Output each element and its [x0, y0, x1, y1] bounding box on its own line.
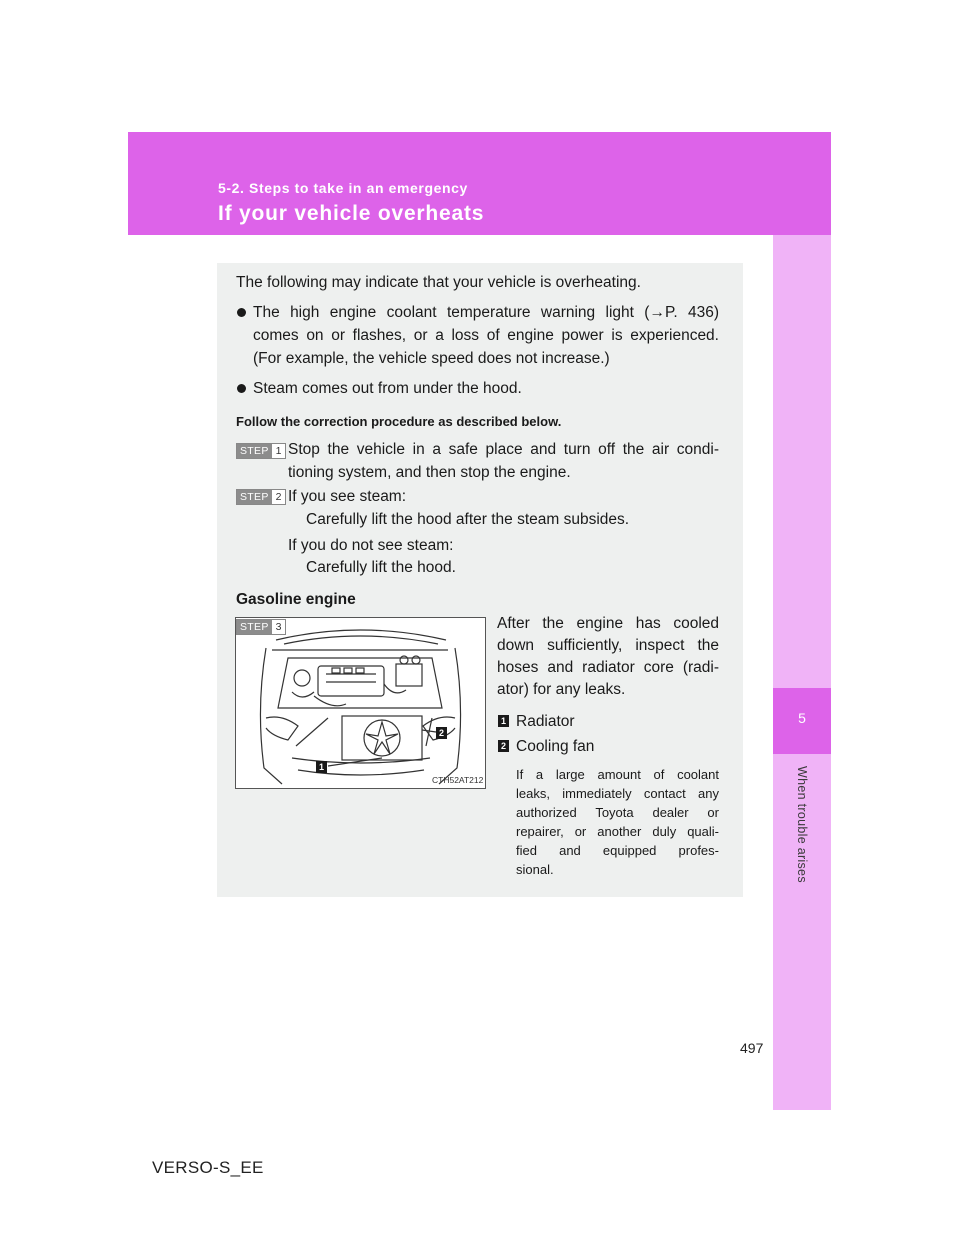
page-title: If your vehicle overheats	[218, 202, 485, 225]
bullet-1-line-3: (For example, the vehicle speed does not increase.)	[253, 350, 610, 367]
note-line-6: sional.	[516, 862, 554, 877]
step-3-line-2: down sufficiently, inspect the	[497, 637, 719, 654]
step-2-action-1: Carefully lift the hood after the steam subsides.	[306, 511, 630, 528]
step-1-line-2: tioning system, and then stop the engine.	[288, 464, 571, 481]
step-2-action-2: Carefully lift the hood.	[306, 559, 456, 576]
intro-text: The following may indicate that your vehicle is overheating.	[236, 274, 641, 291]
step-label: STEP	[237, 444, 272, 458]
note-line-5: fied and equipped profes-	[516, 843, 719, 858]
note-line-1: If a large amount of coolant	[516, 767, 719, 782]
legend-1-icon: 1	[498, 715, 509, 727]
chapter-name: When trouble arises	[795, 766, 809, 883]
chapter-number: 5	[798, 710, 806, 726]
step-3-line-1: After the engine has cooled	[497, 615, 719, 632]
step-number: 1	[275, 445, 282, 457]
note-line-3: authorized Toyota dealer or	[516, 805, 719, 820]
footer-code: VERSO-S_EE	[152, 1158, 264, 1177]
step-label: STEP	[237, 620, 272, 634]
step-1-badge	[236, 443, 286, 459]
callout-2: 2	[436, 727, 447, 739]
note-line-2: leaks, immediately contact any	[516, 786, 719, 801]
step-label: STEP	[237, 490, 272, 504]
step-1-line-1: Stop the vehicle in a safe place and turn off the air condi-	[288, 441, 719, 458]
callout-1: 1	[316, 761, 327, 773]
page-number: 497	[740, 1040, 764, 1056]
step-2-badge	[236, 489, 286, 505]
bullet-icon	[237, 308, 246, 317]
step-number: 2	[275, 491, 282, 503]
step-3-badge	[236, 619, 286, 635]
engine-illustration	[235, 617, 486, 789]
chapter-tab-active[interactable]	[773, 688, 831, 754]
bullet-2-line-1: Steam comes out from under the hood.	[253, 380, 522, 397]
step-3-line-4: ator) for any leaks.	[497, 681, 626, 698]
engine-compartment-drawing	[236, 618, 485, 788]
chapter-side-tab	[773, 235, 831, 1110]
procedure-heading: Follow the correction procedure as described below.	[236, 414, 562, 429]
legend-2-icon: 2	[498, 740, 509, 752]
step-number: 3	[275, 621, 282, 633]
step-2-condition-2: If you do not see steam:	[288, 537, 454, 554]
gasoline-heading: Gasoline engine	[236, 591, 356, 608]
bullet-1-line-2: comes on or flashes, or a loss of engine power is experienced.	[253, 327, 719, 344]
section-label: 5-2. Steps to take in an emergency	[218, 180, 468, 196]
illustration-code: CTH52AT212	[432, 775, 484, 785]
step-3-line-3: hoses and radiator core (radi-	[497, 659, 719, 676]
bullet-1-line-1: The high engine coolant temperature warning light (→P. 436)	[253, 304, 719, 321]
note-line-4: repairer, or another duly quali-	[516, 824, 719, 839]
legend-2-label: Cooling fan	[516, 738, 595, 755]
chapter-header	[128, 132, 831, 235]
step-2-condition-1: If you see steam:	[288, 488, 407, 505]
legend-1-label: Radiator	[516, 713, 575, 730]
bullet-icon	[237, 384, 246, 393]
